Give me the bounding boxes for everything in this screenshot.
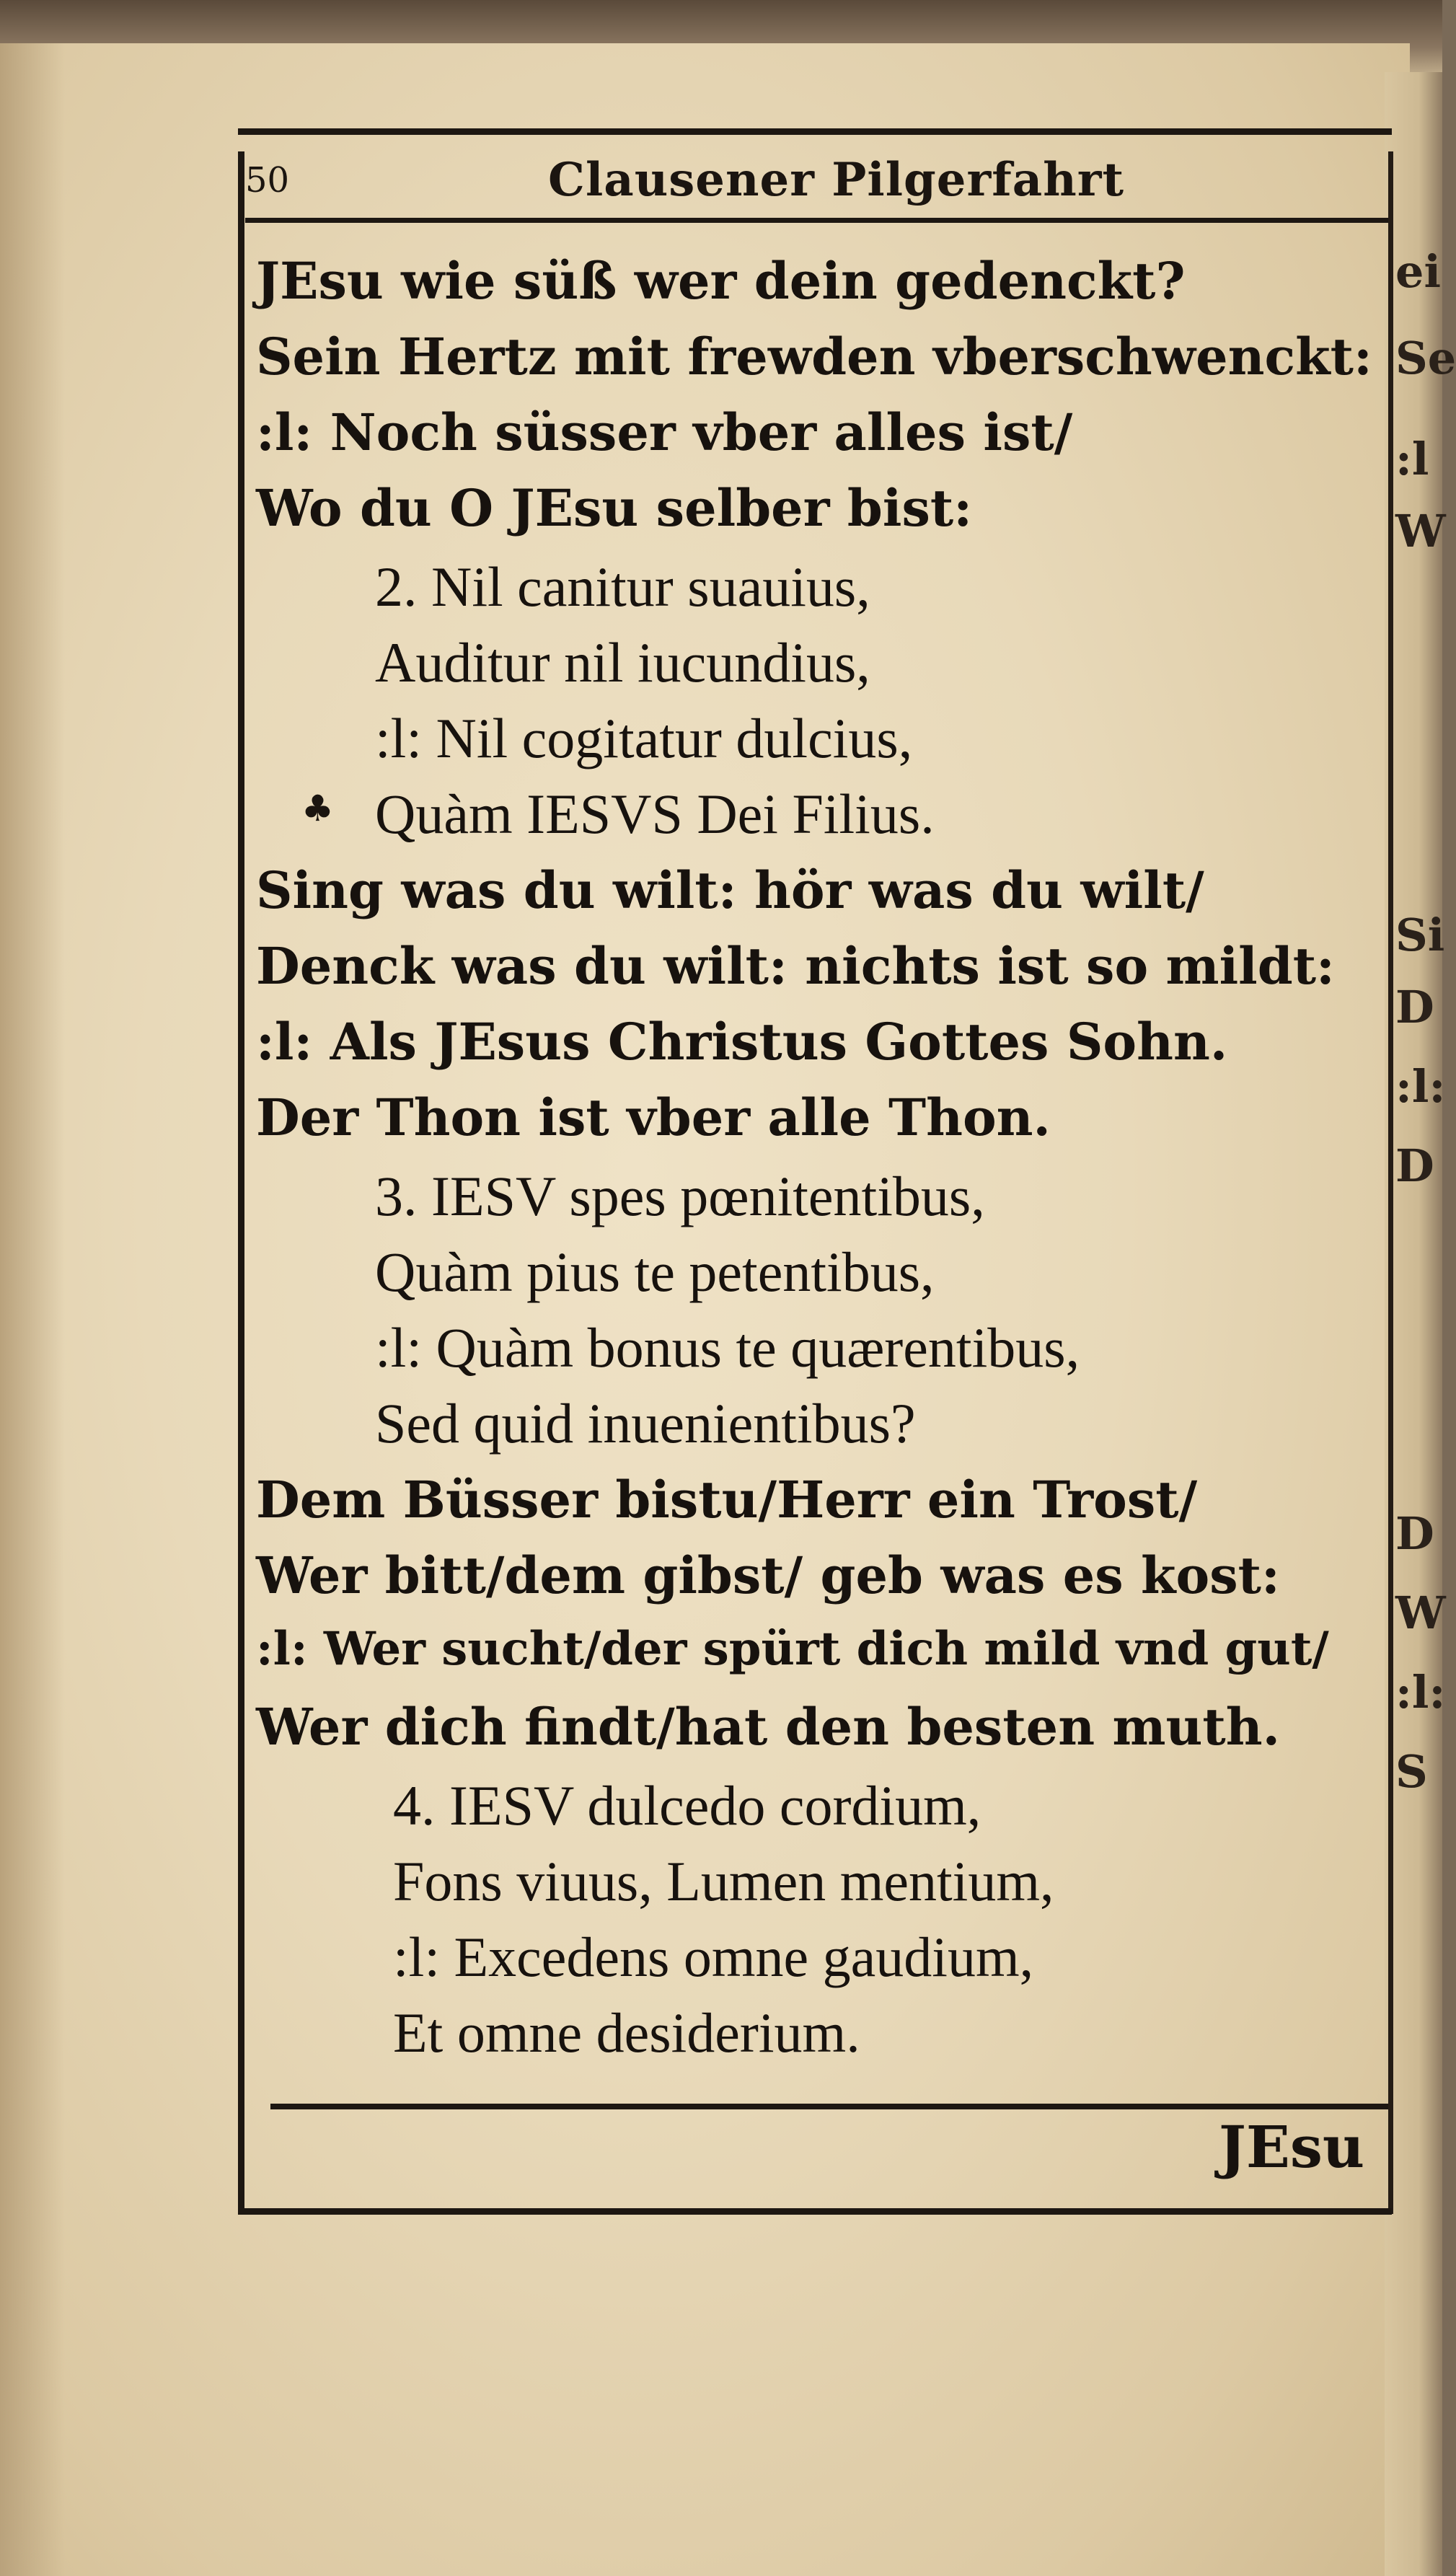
adjacent-fragment: ei xyxy=(1395,245,1441,298)
gutter-shadow xyxy=(0,43,65,2576)
adjacent-fragment: S xyxy=(1395,1745,1428,1798)
left-border-rule xyxy=(238,151,244,2214)
verse-line: :l: Als JEsus Christus Gottes Sohn. xyxy=(256,1012,1228,1072)
verse-line: Auditur nil iucundius, xyxy=(375,631,870,694)
verse-line: :l: Wer sucht/der spürt dich mild vnd gut/ xyxy=(256,1622,1329,1676)
adjacent-fragment: Se xyxy=(1395,332,1456,384)
header-rule xyxy=(245,218,1388,223)
verse-line: Et omne desiderium. xyxy=(393,2001,860,2064)
verse-line: :l: Quàm bonus te quærentibus, xyxy=(375,1316,1080,1379)
adjacent-fragment: :l xyxy=(1395,433,1429,485)
verse-line: JEsu wie süß wer dein gedenckt? xyxy=(256,251,1186,311)
page-header xyxy=(245,150,1385,215)
verse-line: Sed quid inuenientibus? xyxy=(375,1392,916,1455)
adjacent-fragment: :l: xyxy=(1395,1666,1446,1719)
verse-line: :l: Excedens omne gaudium, xyxy=(393,1926,1034,1988)
page-number: 50 xyxy=(245,160,290,200)
verse-line: Der Thon ist vber alle Thon. xyxy=(256,1088,1051,1147)
catchword: JEsu xyxy=(1219,2113,1365,2181)
verse-line: Sein Hertz mit frewden vberschwenckt: xyxy=(256,327,1372,387)
adjacent-fragment: W xyxy=(1395,1587,1446,1639)
margin-ornament: ♣ xyxy=(301,788,334,829)
verse-line: Wer bitt/dem gibst/ geb was es kost: xyxy=(256,1545,1280,1605)
adjacent-fragment: W xyxy=(1395,505,1446,557)
verse-line: Quàm pius te petentibus, xyxy=(375,1240,935,1303)
adjacent-fragment: :l: xyxy=(1395,1060,1446,1113)
top-border-rule xyxy=(238,128,1392,135)
right-border-rule xyxy=(1388,151,1393,2214)
bottom-text-rule xyxy=(270,2104,1388,2109)
verse-line: 4. IESV dulcedo cordium, xyxy=(393,1774,981,1837)
verse-line: :l: Nil cogitatur dulcius, xyxy=(375,707,913,769)
adjacent-fragment: Si xyxy=(1395,909,1445,961)
verse-line: Denck was du wilt: nichts ist so mildt: xyxy=(256,936,1335,996)
verse-line: Dem Büsser bistu/Herr ein Trost/ xyxy=(256,1470,1198,1530)
running-title: Clausener Pilgerfahrt xyxy=(548,153,1124,207)
verse-line: Fons viuus, Lumen mentium, xyxy=(393,1850,1054,1913)
verse-line: 3. IESV spes pœnitentibus, xyxy=(375,1165,985,1227)
adjacent-fragment: D xyxy=(1395,1139,1434,1192)
adjacent-fragment: D xyxy=(1395,981,1434,1033)
adjacent-fragment: D xyxy=(1395,1507,1434,1560)
verse-line: Wer dich findt/hat den besten muth. xyxy=(256,1697,1281,1757)
verse-line: Wo du O JEsu selber bist: xyxy=(256,478,973,538)
verse-line: :l: Noch süsser vber alles ist/ xyxy=(256,402,1073,462)
verse-line: Quàm IESVS Dei Filius. xyxy=(375,782,935,845)
verse-line: Sing was du wilt: hör was du wilt/ xyxy=(256,860,1204,920)
verse-line: 2. Nil canitur suauius, xyxy=(375,555,870,618)
bottom-border-rule xyxy=(238,2208,1392,2215)
